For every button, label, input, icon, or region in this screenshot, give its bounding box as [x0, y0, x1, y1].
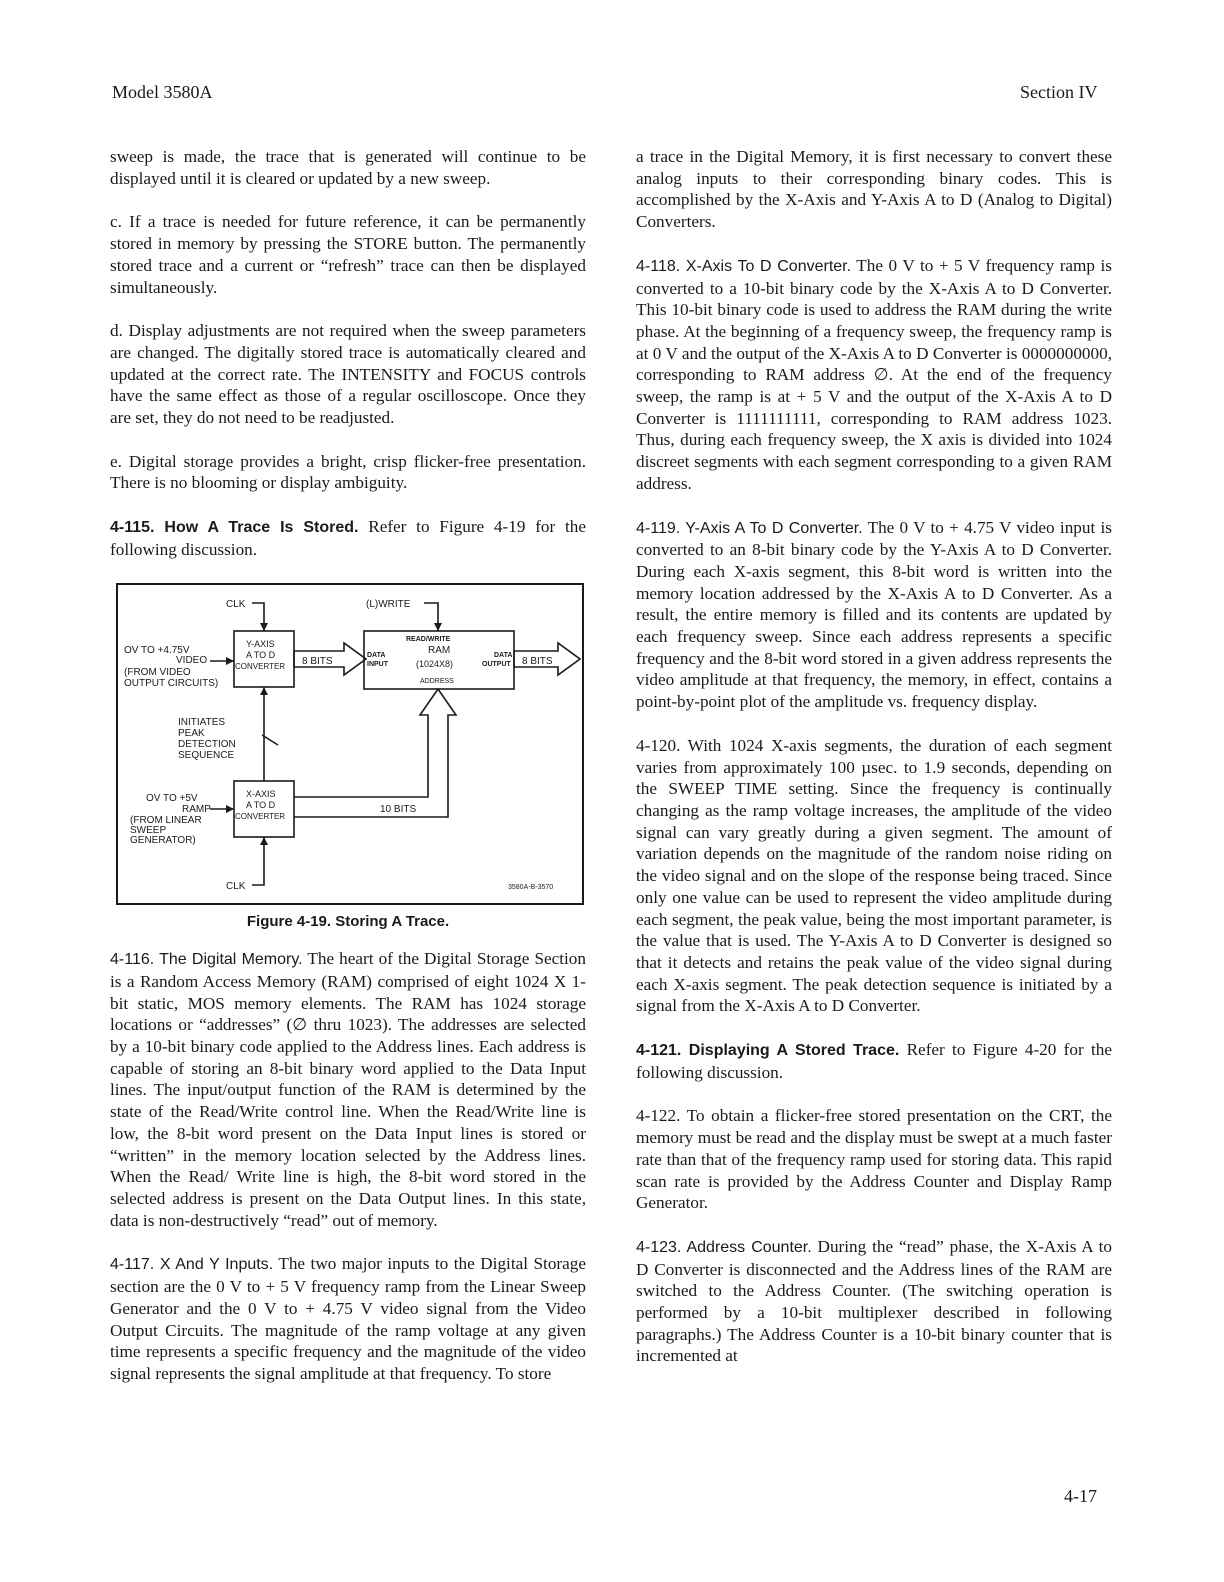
data-input-label-1: DATA — [367, 651, 386, 659]
x-input-line-1: OV TO +5V — [146, 792, 198, 804]
clk-arrowhead — [260, 623, 268, 631]
initiates-line-4: SEQUENCE — [178, 749, 235, 761]
y-input-line-2: VIDEO — [176, 654, 208, 666]
clk-top-label: CLK — [226, 598, 246, 610]
bits-8-label-a: 8 BITS — [302, 655, 333, 667]
left-column — [110, 146, 586, 1407]
yaxis-label-2: A TO D — [246, 649, 276, 660]
ram-size-label: (1024X8) — [416, 658, 454, 669]
address-label: ADDRESS — [420, 677, 454, 685]
heading-4-123: 4-123. Address Counter. — [636, 1238, 812, 1256]
figure-caption: Figure 4-19. Storing A Trace. — [246, 912, 450, 930]
paragraph-4-119 — [636, 517, 1112, 713]
x-input-line-2: RAMP — [182, 803, 211, 815]
xaxis-label-3: CONVERTER — [235, 811, 286, 821]
heading-4-116: 4-116. The Digital Memory. — [110, 951, 303, 969]
heading-4-118: 4-118. X-Axis To D Converter. — [636, 257, 852, 275]
bits-10-label: 10 BITS — [380, 803, 417, 815]
body-4-119: The 0 V to + 4.75 V video input is converted to an 8-bit binary code by the Y-Axis A to D Converter. During each X-axis segment, this 8-bit word is written into the memory location addressed by the X-Axis A to D Converter. As a result, the entire memory is filled and its contents are updated by each frequency sweep. Since each address represents a specific frequency and the 8-bit word stored in a given address represents the video amplitude at that frequency, the memory, in effect, contains a point-by-point plot of the amplitude vs. frequency display. — [636, 517, 1112, 712]
body-4-117: The two major inputs to the Digital Storage section are the 0 V to + 5 V frequency ramp from the Linear Sweep Generator and the 0 V to + 4.75 V video signal from the Video Output Circuits. The magnitude of the ramp voltage at any given time represents a specific frequency and the magnitude of the video signal represents the signal amplitude at that frequency. To store — [110, 1254, 586, 1383]
paragraph-4-116 — [110, 948, 586, 1231]
body-4-118: The 0 V to + 5 V frequency ramp is converted to a 10-bit binary code by the X-Axis A to D Converter. This 10-bit binary code is used to address the RAM during the write phase. At the beginning of a frequency sweep, the frequency ramp is at 0 V and the output of the X-Axis A to D Converter is 0000000000, corresponding to RAM address ∅. At the end of the frequency sweep, the ramp is at + 5 V and the output of the X-Axis A to D Converter is 1111111111, corresponding to RAM address 1023. Thus, during each frequency sweep, the X axis is divided into 1024 discreet segments with each segment corresponding to a given RAM address. — [636, 255, 1112, 493]
paragraph-4-115 — [110, 516, 586, 560]
heading-4-121: 4-121. Displaying A Stored Trace. — [636, 1042, 900, 1060]
block-diagram — [118, 585, 582, 903]
read-write-label: READ/WRITE — [406, 635, 451, 643]
ramp-arrowhead — [226, 805, 234, 813]
initiates-line-2: PEAK — [178, 727, 205, 739]
paragraph-continued: a trace in the Digital Memory, it is first necessary to convert these analog inputs to their corresponding binary codes. This is accomplished by the X-Axis and Y-Axis A to D (Analog to Digital) Converters. — [636, 147, 1112, 232]
yaxis-label-3: CONVERTER — [235, 661, 286, 671]
heading-4-115: 4-115. How A Trace Is Stored. — [110, 519, 359, 537]
body-4-116: The heart of the Digital Storage Section is a Random Access Memory (RAM) comprised of eight 1024 X 1-bit static, MOS memory elements. The RAM has 1024 storage locations or “addresses” (∅ thru 1023). The addresses are selected by a 10-bit binary code applied to the Address lines. Each address is capable of storing an 8-bit binary word applied to the Data Input lines. The input/output function of the RAM is determined by the state of the Read/Write control line. When the Read/Write line is low, the 8-bit word present on the Data Input lines is stored or “written” in the memory location selected by the Address lines. When the Read/ Write line is high, the 8-bit word stored in the selected address is present on the Data Output lines. In this state, data is non-destructively “read” out of memory. — [110, 949, 586, 1230]
write-label: (L)WRITE — [366, 598, 411, 610]
body-4-115: Refer to Figure 4-19 for the following discussion. — [110, 517, 586, 559]
initiates-line-3: DETECTION — [178, 738, 236, 750]
data-output-label-1: DATA — [494, 651, 513, 659]
paragraph-4-121 — [636, 1039, 1112, 1083]
video-arrowhead — [226, 657, 234, 665]
ram-label: RAM — [428, 644, 451, 656]
paragraph-4-117 — [110, 1253, 586, 1384]
heading-4-119: 4-119. Y-Axis A To D Converter. — [636, 519, 863, 537]
figure-4-19 — [116, 583, 584, 905]
data-output-label-2: OUTPUT — [482, 660, 511, 668]
clk-bottom-arrowhead — [260, 837, 268, 845]
write-arrowhead — [434, 623, 442, 631]
xaxis-label-2: A TO D — [246, 799, 276, 810]
peak-arrowhead — [260, 687, 268, 695]
paragraph-d: d. Display adjustments are not required when the sweep parameters are changed. The digitally stored trace is automatically cleared and updated at the correct rate. The INTENSITY and FOCUS controls have the same effect as those of a regular oscilloscope. Once they are set, they do not need to be readjusted. — [110, 321, 586, 428]
initiates-line-1: INITIATES — [178, 716, 226, 728]
x-input-line-4: SWEEP — [130, 824, 167, 836]
paragraph-4-123 — [636, 1236, 1112, 1367]
header-section: Section IV — [1020, 82, 1098, 102]
paragraph-c: c. If a trace is needed for future reference, it can be permanently stored in memory by pressing the STORE button. The permanently stored trace and a current or “refresh” trace can then be displayed simultaneously. — [110, 212, 586, 297]
header-model: Model 3580A — [112, 82, 213, 102]
y-input-line-4: OUTPUT CIRCUITS) — [124, 677, 219, 689]
heading-4-117: 4-117. X And Y Inputs. — [110, 1256, 274, 1274]
data-input-label-2: INPUT — [367, 660, 388, 668]
y-input-line-1: OV TO +4.75V — [124, 644, 190, 656]
x-input-line-5: GENERATOR) — [130, 834, 196, 846]
x-input-line-3: (FROM LINEAR — [130, 814, 202, 826]
clk-bottom-label: CLK — [226, 880, 246, 892]
body-4-121: Refer to Figure 4-20 for the following discussion. — [636, 1040, 1112, 1082]
paragraph-4-120: 4-120. With 1024 X-axis segments, the duration of each segment varies from approximately 100 µsec. to 1.9 seconds, depending on the SWEEP TIME setting. Since the frequency is continually changing as the ramp voltage increases, the amplitude of the video signal can vary greatly during a given segment. The amount of variation depends on the magnitude of the random noise riding on the video signal and on the slope of the response being traced. Since only one value can be used to represent the video amplitude during each segment, the peak value, being the most important parameter, is the value that is used. The Y-Axis A to D Converter is designed so that it detects and retains the peak value of the video signal during each X-axis segment. The peak detection sequence is initiated by a signal from the X-Axis A to D Converter. — [636, 735, 1112, 1016]
paragraph: sweep is made, the trace that is generated will continue to be displayed until it is cleared or updated by a new sweep. — [110, 147, 586, 188]
page-number: 4-17 — [1064, 1486, 1097, 1506]
figure-id-label: 3580A-B-3570 — [508, 883, 554, 891]
xaxis-label-1: X-AXIS — [246, 788, 276, 799]
paragraph-e: e. Digital storage provides a bright, crisp flicker-free presentation. There is no blooming or display ambiguity. — [110, 451, 586, 493]
paragraph-4-118 — [636, 255, 1112, 495]
yaxis-label-1: Y-AXIS — [246, 638, 275, 649]
right-column — [636, 146, 1112, 1389]
bits-8-label-b: 8 BITS — [522, 655, 553, 667]
y-input-line-3: (FROM VIDEO — [124, 666, 191, 678]
paragraph-4-122: 4-122. To obtain a flicker-free stored presentation on the CRT, the memory must be read and the display must be swept at a much faster rate than that of the frequency ramp used for storing data. This rapid scan rate is provided by the Address Counter and Display Ramp Generator. — [636, 1106, 1112, 1213]
body-4-123: During the “read” phase, the X-Axis A to D Converter is disconnected and the Address lines of the RAM are switched to the Address Counter. (The switching operation is performed by a 10-bit multiplexer described in following paragraphs.) The Address Counter is a 10-bit binary counter that is incremented at — [636, 1236, 1112, 1366]
